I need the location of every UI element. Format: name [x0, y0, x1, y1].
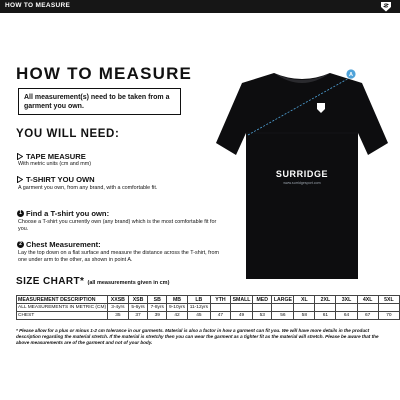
table-cell	[378, 304, 399, 312]
table-cell: 47	[210, 312, 230, 320]
table-header: LB	[187, 296, 210, 304]
step-1-badge: 1	[17, 210, 24, 217]
table-header: XSB	[128, 296, 148, 304]
table-cell	[210, 304, 230, 312]
table-header: 3XL	[336, 296, 357, 304]
table-row	[17, 304, 400, 312]
table-cell: 7-8yrs	[148, 304, 167, 312]
you-will-need-heading: YOU WILL NEED:	[16, 128, 120, 140]
tape-measure-text: With metric units (cm and mm)	[18, 161, 92, 167]
shirt-brand: SURRIDGE	[275, 169, 329, 179]
table-cell: 53	[252, 312, 272, 320]
step-1-title: Find a T-shirt you own:	[26, 209, 110, 218]
table-header: 2XL	[315, 296, 336, 304]
table-header: MEASUREMENT DESCRIPTION	[17, 296, 108, 304]
table-header: YTH	[210, 296, 230, 304]
step-2-badge: 2	[17, 241, 24, 248]
table-cell: 61	[315, 312, 336, 320]
table-cell: 37	[128, 312, 148, 320]
size-chart-heading	[16, 276, 169, 287]
table-header: 5XL	[378, 296, 399, 304]
step-2-title: Chest Measurement:	[26, 240, 101, 249]
table-cell: ALL MEASUREMENTS IN METRIC (CM)	[18, 305, 107, 310]
table-cell: 67	[357, 312, 378, 320]
table-header: SB	[148, 296, 167, 304]
arrow-right-icon	[17, 153, 23, 160]
table-cell	[272, 304, 294, 312]
table-cell: 39	[148, 312, 167, 320]
table-cell: CHEST	[17, 312, 108, 320]
table-cell	[252, 304, 272, 312]
table-cell: 42	[167, 312, 188, 320]
size-chart-title: SIZE CHART*	[16, 276, 85, 287]
shirt-url: www.surridgesport.com	[283, 181, 321, 185]
step-1-text: Choose a T-shirt you currently own (any brand) which is the most comfortable fit for you.	[18, 219, 217, 232]
size-chart-table	[16, 295, 400, 320]
tape-measure-title: TAPE MEASURE	[26, 152, 86, 161]
page-title: HOW TO MEASURE	[16, 64, 193, 83]
table-header: SMALL	[231, 296, 253, 304]
step-2-text: Lay the top down on a flat surface and measure the distance across the T-shirt, from one under arm to the other, as shown in point A.	[18, 250, 219, 263]
table-cell: 70	[378, 312, 399, 320]
table-header: XXSB	[108, 296, 129, 304]
top-bar	[0, 0, 400, 13]
table-cell	[315, 304, 336, 312]
tshirt-you-own-text: A garment you own, from any brand, with a comfortable fit.	[18, 185, 158, 191]
table-header: MB	[167, 296, 188, 304]
table-row	[17, 312, 400, 320]
footnote: * Please allow for a plus or minus 1-2 cm tolerance in our garments. Material is also a factor in how a garment can fit you. We will have more details in the product description regarding the material stretch. If the material is stretchy then you can wear the garment as a tighter fit as the material will stretch. Please be aware that the above measurements are of the garment and not of your body.	[16, 328, 379, 345]
table-cell: 3-4yrs	[108, 304, 129, 312]
table-cell	[357, 304, 378, 312]
table-cell: 56	[272, 312, 294, 320]
top-bar-title: HOW TO MEASURE	[5, 2, 71, 9]
note-box: All measurement(s) need to be taken from a garment you own.	[18, 88, 181, 115]
point-a-label: A	[349, 72, 353, 78]
arrow-right-icon	[17, 176, 23, 183]
table-cell	[231, 304, 253, 312]
table-cell: 5-6yrs	[128, 304, 148, 312]
table-cell: 49	[231, 312, 253, 320]
table-cell	[294, 304, 315, 312]
table-cell: 9-10yrs	[167, 304, 188, 312]
surridge-logo-icon	[380, 1, 392, 12]
table-cell: 11-12yrs	[187, 304, 210, 312]
table-header: 4XL	[357, 296, 378, 304]
table-header: MED	[252, 296, 272, 304]
size-chart-subtitle: (all measurements given in cm)	[87, 280, 170, 286]
table-cell: 45	[187, 312, 210, 320]
table-cell: 64	[336, 312, 357, 320]
table-header-row	[17, 296, 400, 304]
table-cell	[336, 304, 357, 312]
table-header: LARGE	[273, 296, 293, 303]
table-header: XL	[294, 296, 315, 304]
table-cell: 58	[294, 312, 315, 320]
table-cell: 35	[108, 312, 129, 320]
tshirt-you-own-title: T-SHIRT YOU OWN	[26, 175, 95, 184]
tshirt-illustration	[212, 63, 392, 285]
